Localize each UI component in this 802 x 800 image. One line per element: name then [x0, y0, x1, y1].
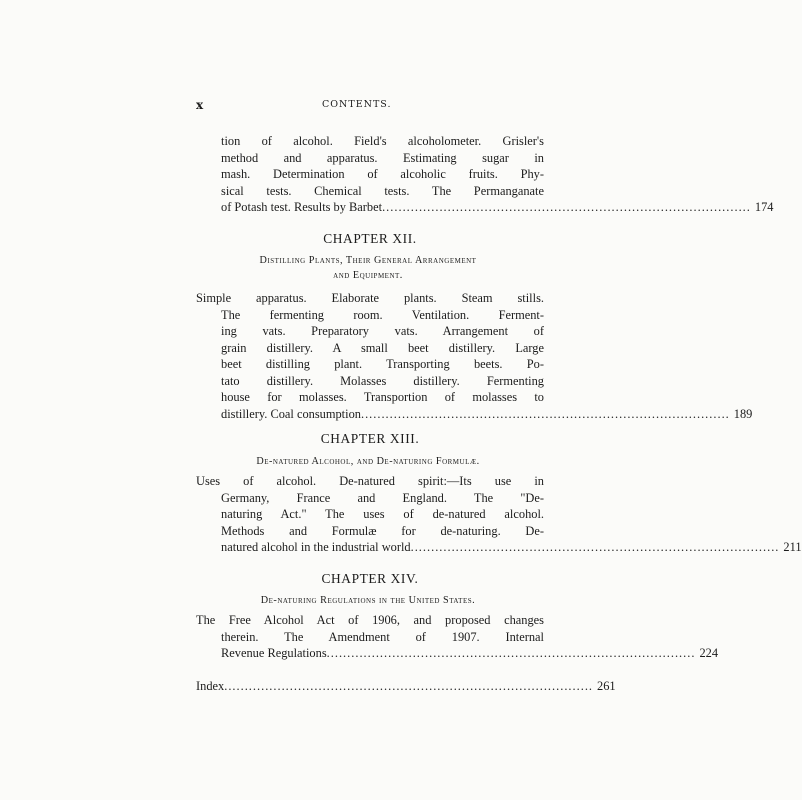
- entry-line: The fermenting room. Ventilation. Ferment-: [221, 307, 544, 322]
- entry-line: The Free Alcohol Act of 1906, and proposed changes: [196, 613, 544, 627]
- chapter-title-line: and Equipment.: [333, 270, 403, 281]
- entry-page-number: 174: [754, 200, 774, 214]
- entry-line: tion of alcohol. Field's alcoholometer. Grisler's: [221, 134, 544, 148]
- chapter-title-line: De-natured Alcohol, and De-naturing Formulæ.: [256, 456, 480, 467]
- running-head-title: CONTENTS.: [322, 99, 392, 110]
- leader-dots: ..........................................................................................: [410, 540, 780, 554]
- entry-page-number: 211: [783, 540, 802, 554]
- leader-dots: ..........................................................................................: [224, 679, 594, 693]
- entry-page-number: 189: [733, 406, 753, 421]
- leader-dots: ..........................................................................................: [326, 646, 696, 660]
- entry-text: Index: [196, 679, 225, 693]
- entry-line: Germany, France and England. The "De-: [221, 490, 544, 505]
- toc-entry-chapter-xi-continued: [196, 133, 774, 216]
- page-number: x: [196, 98, 204, 112]
- chapter-xiii-heading: CHAPTER XIII.: [320, 431, 420, 446]
- leader-dots: ..........................................................................................: [382, 200, 751, 214]
- entry-line: mash. Determination of alcoholic fruits. Phy-: [221, 167, 544, 181]
- leader-dots: ..........................................................................................: [360, 406, 730, 421]
- entry-line: therein. The Amendment of 1907. Internal: [221, 629, 544, 644]
- toc-entry-index: [196, 678, 616, 695]
- chapter-xiv-heading: CHAPTER XIV.: [321, 571, 419, 586]
- entry-line: house for molasses. Transportion of molasses to: [221, 390, 544, 404]
- entry-last-line: [196, 406, 753, 423]
- toc-entry-chapter-xiv: [196, 612, 719, 662]
- entry-line: method and apparatus. Estimating sugar in: [221, 150, 544, 165]
- entry-text: of Potash test. Results by Barbet: [221, 200, 383, 214]
- chapter-xiv-title: [192, 593, 544, 608]
- entry-last-line: [196, 199, 774, 216]
- entry-line: naturing Act." The uses of de-natured alcohol.: [221, 507, 544, 521]
- chapter-title-line: Distilling Plants, Their General Arrangement: [259, 255, 477, 266]
- entry-line: Methods and Formulæ for de-naturing. De-: [221, 523, 544, 538]
- entry-line: Uses of alcohol. De-natured spirit:—Its use in: [196, 474, 544, 488]
- entry-line: beet distilling plant. Transporting beets. Po-: [221, 357, 544, 371]
- chapter-xii-title: [192, 253, 544, 283]
- entry-line: Simple apparatus. Elaborate plants. Steam stills.: [196, 291, 544, 305]
- entry-line: tato distillery. Molasses distillery. Fermenting: [221, 373, 544, 388]
- entry-line: grain distillery. A small beet distillery. Large: [221, 340, 544, 355]
- entry-text: Revenue Regulations: [221, 646, 327, 660]
- entry-line: sical tests. Chemical tests. The Permanganate: [221, 183, 544, 198]
- entry-text: natured alcohol in the industrial world: [221, 540, 411, 554]
- chapter-xiii-title: [192, 454, 544, 469]
- entry-last-line: [196, 539, 802, 556]
- toc-entry-chapter-xiii: [196, 473, 802, 556]
- entry-last-line: [196, 645, 719, 662]
- chapter-title-line: De-naturing Regulations in the United States.: [260, 595, 476, 606]
- toc-entry-chapter-xii: [196, 290, 753, 422]
- chapter-xii-heading: CHAPTER XII.: [323, 231, 417, 246]
- entry-page-number: 224: [699, 646, 719, 660]
- entry-line: ing vats. Preparatory vats. Arrangement of: [221, 324, 544, 338]
- entry-last-line: [196, 678, 616, 695]
- entry-page-number: 261: [597, 679, 616, 693]
- running-head: [0, 98, 604, 112]
- entry-text: distillery. Coal consumption: [221, 406, 361, 421]
